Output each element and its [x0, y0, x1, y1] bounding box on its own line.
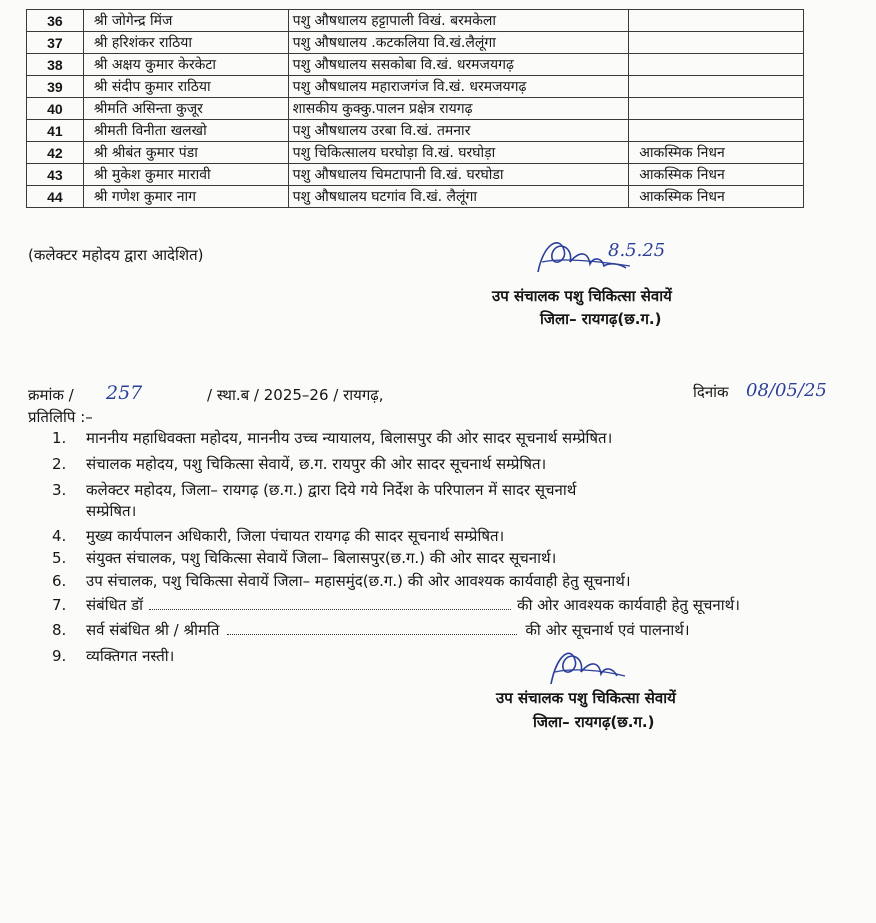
list-item-continuation: सम्प्रेषित।	[86, 502, 137, 520]
cell-name: श्री संदीप कुमार राठिया	[83, 76, 288, 98]
table-row	[27, 32, 804, 54]
cell-name: श्रीमती विनीता खलखो	[83, 120, 288, 142]
kramank-rest: / स्था.ब / 2025–26 / रायगढ़,	[207, 386, 384, 404]
dinank-label: दिनांक	[693, 383, 729, 401]
signature-2-mark	[545, 640, 635, 690]
cell-name: श्री मुकेश कुमार मारावी	[83, 164, 288, 186]
cell-remark	[629, 98, 804, 120]
cell-remark	[629, 32, 804, 54]
cell-name: श्री हरिशंकर राठिया	[83, 32, 288, 54]
signature-1-title: उप संचालक पशु चिकित्सा सेवायें	[492, 287, 672, 305]
kramank-label: क्रमांक /	[28, 386, 74, 404]
signature-1-district: जिला– रायगढ़(छ.ग.)	[540, 310, 662, 328]
cell-serial: 40	[27, 98, 84, 120]
fill-in-blank	[149, 599, 511, 610]
kramank-number: 257	[106, 382, 143, 404]
cell-office: पशु औषधालय महाराजगंज वि.खं. धरमजयगढ़	[288, 76, 629, 98]
signature-1-date: 8.5.25	[608, 240, 666, 261]
order-note: (कलेक्टर महोदय द्वारा आदेशित)	[28, 246, 204, 264]
cell-serial: 41	[27, 120, 84, 142]
cell-name: श्री अक्षय कुमार केरकेटा	[83, 54, 288, 76]
cell-remark	[629, 76, 804, 98]
table-row	[27, 120, 804, 142]
table-row	[27, 98, 804, 120]
cell-remark: आकस्मिक निधन	[629, 142, 804, 164]
cell-serial: 43	[27, 164, 84, 186]
cell-name: श्रीमति असिन्ता कुजूर	[83, 98, 288, 120]
list-item: 5. संयुक्त संचालक, पशु चिकित्सा सेवायें जिला– बिलासपुर(छ.ग.) की ओर सादर सूचनार्थ।	[52, 549, 557, 567]
signature-2-district: जिला– रायगढ़(छ.ग.)	[533, 713, 655, 731]
table-row	[27, 54, 804, 76]
pratilipi-label: प्रतिलिपि :–	[28, 408, 93, 426]
table-row	[27, 142, 804, 164]
list-item: 6. उप संचालक, पशु चिकित्सा सेवायें जिला– महासमुंद(छ.ग.) की ओर आवश्यक कार्यवाही हेतु सूचनार्थ।	[52, 572, 631, 590]
cell-remark	[629, 10, 804, 32]
cell-name: श्री श्रीबंत कुमार पंडा	[83, 142, 288, 164]
cell-serial: 44	[27, 186, 84, 208]
cell-office: पशु चिकित्सालय घरघोड़ा वि.खं. घरघोड़ा	[288, 142, 629, 164]
cell-office: पशु औषधालय उरबा वि.खं. तमनार	[288, 120, 629, 142]
cell-remark: आकस्मिक निधन	[629, 164, 804, 186]
cell-office: पशु औषधालय चिमटापानी वि.खं. घरघोडा	[288, 164, 629, 186]
cell-serial: 36	[27, 10, 84, 32]
table-row	[27, 186, 804, 208]
list-item: 3. कलेक्टर महोदय, जिला– रायगढ़ (छ.ग.) द्वारा दिये गये निर्देश के परिपालन में सादर सूचनार्थ	[52, 481, 577, 499]
fill-in-blank	[227, 624, 517, 635]
list-item: 4. मुख्य कार्यपालन अधिकारी, जिला पंचायत रायगढ़ की सादर सूचनार्थ सम्प्रेषित।	[52, 527, 505, 545]
cell-office: पशु औषधालय घटगांव वि.खं. लैलूंगा	[288, 186, 629, 208]
list-item: 7. संबंधित डॉ की ओर आवश्यक कार्यवाही हेतु सूचनार्थ।	[52, 596, 740, 614]
table-row	[27, 164, 804, 186]
cell-office: पशु औषधालय .कटकलिया वि.खं.लैलूंगा	[288, 32, 629, 54]
cell-serial: 37	[27, 32, 84, 54]
cell-serial: 38	[27, 54, 84, 76]
signature-2-title: उप संचालक पशु चिकित्सा सेवायें	[496, 689, 676, 707]
cell-office: पशु औषधालय हट्टापाली विखं. बरमकेला	[288, 10, 629, 32]
employee-table	[26, 9, 804, 208]
cell-office: शासकीय कुक्कु.पालन प्रक्षेत्र रायगढ़	[288, 98, 629, 120]
dinank-value: 08/05/25	[746, 380, 827, 401]
list-item: 1. माननीय महाधिवक्ता महोदय, माननीय उच्च न्यायालय, बिलासपुर की ओर सादर सूचनार्थ सम्प्रेषित।	[52, 429, 613, 447]
list-item: 8. सर्व संबंधित श्री / श्रीमति की ओर सूचनार्थ एवं पालनार्थ।	[52, 621, 690, 639]
cell-serial: 39	[27, 76, 84, 98]
cell-remark: आकस्मिक निधन	[629, 186, 804, 208]
cell-remark	[629, 120, 804, 142]
cell-remark	[629, 54, 804, 76]
cell-office: पशु औषधालय ससकोबा वि.खं. धरमजयगढ़	[288, 54, 629, 76]
table-row	[27, 10, 804, 32]
list-item: 2. संचालक महोदय, पशु चिकित्सा सेवायें, छ.ग. रायपुर की ओर सादर सूचनार्थ सम्प्रेषित।	[52, 455, 547, 473]
cell-name: श्री गणेश कुमार नाग	[83, 186, 288, 208]
table-row	[27, 76, 804, 98]
cell-name: श्री जोगेन्द्र मिंज	[83, 10, 288, 32]
cell-serial: 42	[27, 142, 84, 164]
list-item: 9. व्यक्तिगत नस्ती।	[52, 647, 175, 665]
